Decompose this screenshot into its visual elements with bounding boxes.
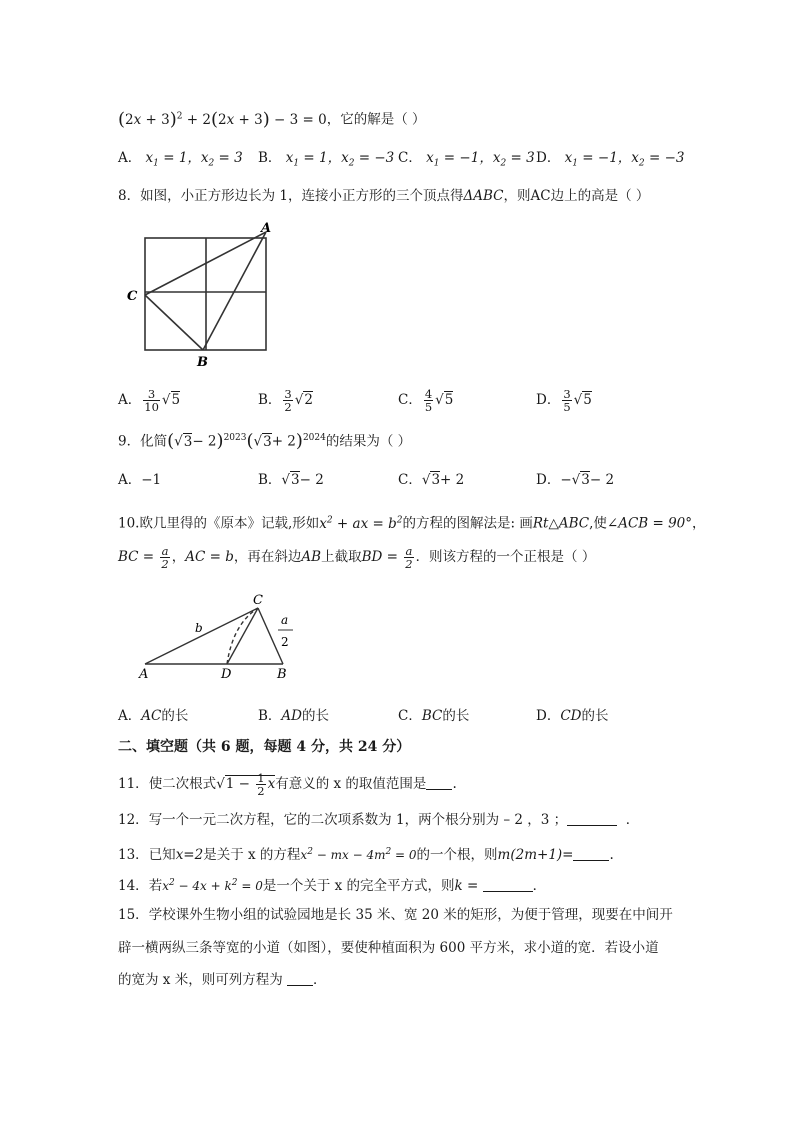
q7-c-x1: −1 [459,150,480,166]
q8-d-num: 3 [563,387,571,401]
q8-stem-c: ，则AC边上的高是（ ） [503,188,650,204]
q8-stem-a: 如图，小正方形边长为 1，连接小正方形的三个顶点得 [140,188,464,204]
option-label: D． [536,472,561,488]
q14-a: 若 [148,878,163,894]
q9-a-text: −1 [141,472,162,488]
q11-stem: 11．使二次根式√1 − $\frac{1}{2}$ x有意义的 x 的取值范围是 . [118,771,457,798]
q11-end: . [452,776,457,792]
q8-d-den: 5 [563,400,571,414]
option-label: B． [258,392,282,408]
q10-stem-f: ， [692,515,706,532]
q10-triangle-figure [135,590,310,685]
q10-label-c: C [253,593,263,608]
q14-end: ． [532,878,547,894]
q9-suffix: 的结果为（ ） [325,433,412,450]
q13-stem: 13．已知x=2是关于 x 的方程$x^2$ − mx − $4m^2 = 0$的一个根，则m(2m+1)= . [118,847,614,863]
q13-e: m(2m+1)= [497,847,574,863]
q10-rt-triangle: Rt△ABC [532,515,590,532]
section-heading: 二、填空题（共 6 题，每题 4 分，共 24 分） [118,739,411,755]
q15-end: ． [313,972,327,988]
option-label: D． [536,392,561,408]
q10-label-side-b: b [195,621,203,635]
q10-d-seg: CD [560,708,582,724]
q13-end: . [609,847,614,863]
q9-exp2: 2024 [302,433,326,443]
q11-number: 11． [118,776,149,792]
q9-option-b: B．√3− 2 [258,472,324,488]
q12-stem [118,810,639,830]
q13-a: 已知 [148,847,176,863]
q7-equation: $(2x + 3)^2 + 2(2x + 3) - 3 = 0$ [118,108,327,130]
q10-b-tail: 的长 [302,708,329,724]
q8-stem [118,186,649,206]
q10-option-a [118,706,188,726]
option-label: B． [258,150,282,166]
q10-stem-j: 上截取 [321,549,362,565]
q14-answer-blank[interactable] [483,877,533,892]
option-label: B． [258,708,282,724]
option-label: A． [118,472,142,488]
q8-option-c: C． $\frac{4}{5}$ √5 [398,387,454,414]
q8-option-b: B． $\frac{3}{2}$ √2 [258,387,313,414]
q10-stem-a: 欧几里得的《原本》记载,形如 [139,515,320,532]
q11-prefix: 使二次根式 [148,776,217,792]
q13-c: 是关于 x 的方程 [203,847,301,863]
q7-b-x2: −3 [374,150,395,166]
q8-a-num: 3 [143,388,160,401]
q15-line1 [118,905,673,925]
q12-text: 写一个一元二次方程，它的二次项系数为 1，两个根分别为 – 2 ，3 ； [148,812,568,828]
q8-label-c: C [127,289,138,304]
q10-side-cb [258,608,283,664]
q8-b-rad: 2 [304,392,313,408]
option-label: A． [118,392,142,408]
q7-b-x1: 1 [318,150,328,166]
q8-option-d: D． $\frac{3}{5}$ √5 [536,387,592,414]
q10-option-b [258,706,329,726]
q9-number: 9． [118,433,141,450]
q8-d-rad: 5 [583,392,592,408]
q8-label-a: A [261,221,272,236]
q14-number: 14． [118,878,149,894]
q8-option-a: A． $\frac{3}{10}$ √5 [118,387,181,414]
q8-triangle: ΔABC [463,188,504,204]
q10-a-seg: AC [141,708,162,724]
q10-c-seg: BC [421,708,443,724]
q8-number: 8． [118,188,141,204]
q15-answer-blank[interactable] [287,971,313,986]
q7-a-x2: 3 [234,150,243,166]
q7-stem [118,106,426,130]
q8-c-rad: 5 [444,392,454,408]
q10-stem-h: ，再在斜边 [233,549,302,565]
q15-line3 [118,970,327,990]
q7-option-a: A． $x_1 = 1$，$x_2 = 3$ [118,150,243,169]
q7-d-x2: −3 [664,150,685,166]
q8-grid-figure [125,220,285,370]
q8-b-den: 2 [284,400,292,414]
q10-label-a: A [139,667,149,682]
q13-number: 13． [118,847,149,863]
option-label: D． [536,708,561,724]
q10-number: 10. [118,515,140,532]
q10-label-side-den: 2 [281,635,289,649]
q14-c: k = [454,878,479,894]
q7-c-x2: 3 [526,150,535,166]
q10-stem-line1: 10.欧几里得的《原本》记载,形如$x^2$ + ax = $b^2$的方程的图解法是: 画Rt△ABC,使∠ACB = 90°， [118,515,706,532]
q10-right-angle: ∠ACB = 90° [606,515,693,532]
q15-number: 15． [118,907,149,923]
q11-answer-blank[interactable] [426,775,452,790]
q9-option-c: C．√3+ 2 [398,472,465,488]
q15-text-3: 的宽为 x 米，则可列方程为 [118,972,283,988]
q13-d: 的一个根，则 [416,847,498,863]
q14-b: 是一个关于 x 的完全平方式，则 [262,878,455,894]
q9-b-text: − 2 [299,472,324,488]
q9-exp1: 2023 [223,433,247,443]
q9-prefix: 化简 [140,433,168,450]
q8-a-rad: 5 [171,392,181,408]
q10-label-side-a: a [281,613,289,627]
q7-d-x1: −1 [597,150,618,166]
q8-side-ba [203,232,266,350]
q11-suffix: 有意义的 x 的取值范围是 [275,776,427,792]
q15-line2: 辟一横两纵三条等宽的小道（如图），要使种植面积为 600 平方米，求小道的宽．若设小道 [118,940,659,956]
q13-b: x=2 [175,847,204,863]
q8-c-num: 4 [424,387,433,401]
q10-stem-b: 的方程的图解法是: 画 [402,515,533,532]
option-label: C． [398,150,422,166]
q9-c-text: + 2 [440,472,465,488]
q10-stem-g: ， [171,549,186,565]
q10-c-tail: 的长 [442,708,470,724]
q10-hypotenuse: AB [301,549,322,565]
q12-end: ． [625,812,640,828]
q7-option-d: D． $x_1 = -1$，$x_2 = -3$ [536,150,685,169]
option-label: A． [118,708,142,724]
q9-option-d: D．−√3− 2 [536,472,615,488]
q10-option-c [398,706,469,726]
q8-a-den: 10 [144,400,159,414]
q10-stem-d: ,使 [589,515,607,532]
option-label: A． [118,150,142,166]
q10-stem-line2: BC = $\frac{a}{2}$ ，AC = b，再在斜边AB上截取BD = $\frac{a}{2}$ ．则该方程的一个正根是（ ） [118,544,596,571]
q7-option-c: C． $x_1 = -1$，$x_2 = 3$ [398,150,535,169]
q10-option-d [536,706,608,726]
q9-d-text: − 2 [589,472,615,488]
q12-answer-blank[interactable] [567,811,617,826]
q10-label-b: B [277,667,287,682]
q9-stem: 9．化简$(√3- 2)^{2023}(√3+ 2)^{2024}$的结果为（ ） [118,430,412,452]
q9-option-a [118,470,161,490]
q15-text-1: 学校课外生物小组的试验园地是长 35 米、宽 20 米的矩形，为便于管理，现要在中间开 [148,907,673,923]
q10-label-d: D [221,667,232,682]
option-label: C． [398,472,422,488]
option-label: C． [398,708,422,724]
option-label: D． [536,150,561,166]
q10-stem-k: ．则该方程的一个正根是（ ） [415,549,596,565]
option-label: B． [258,472,282,488]
q8-c-den: 5 [424,400,433,414]
q10-d-tail: 的长 [581,708,609,724]
option-label: C． [398,392,422,408]
q8-b-num: 3 [284,387,292,401]
q13-answer-blank[interactable] [573,846,609,861]
q14-stem: 14．若$x^2 - 4x + k^2 = 0$是一个关于 x 的完全平方式，则k = ． [118,878,547,894]
q8-label-b: B [197,355,208,370]
q7-option-b: B． $x_1 = 1$，$x_2 = -3$ [258,150,395,169]
q10-a-tail: 的长 [161,708,189,724]
q10-side-ac [145,608,258,664]
q12-number: 12． [118,812,149,828]
q8-side-cb [145,295,203,350]
q7-a-x1: 1 [178,150,188,166]
q10-b-seg: AD [281,708,302,724]
q7-stem-tail: ，它的解是（ ） [326,111,426,128]
